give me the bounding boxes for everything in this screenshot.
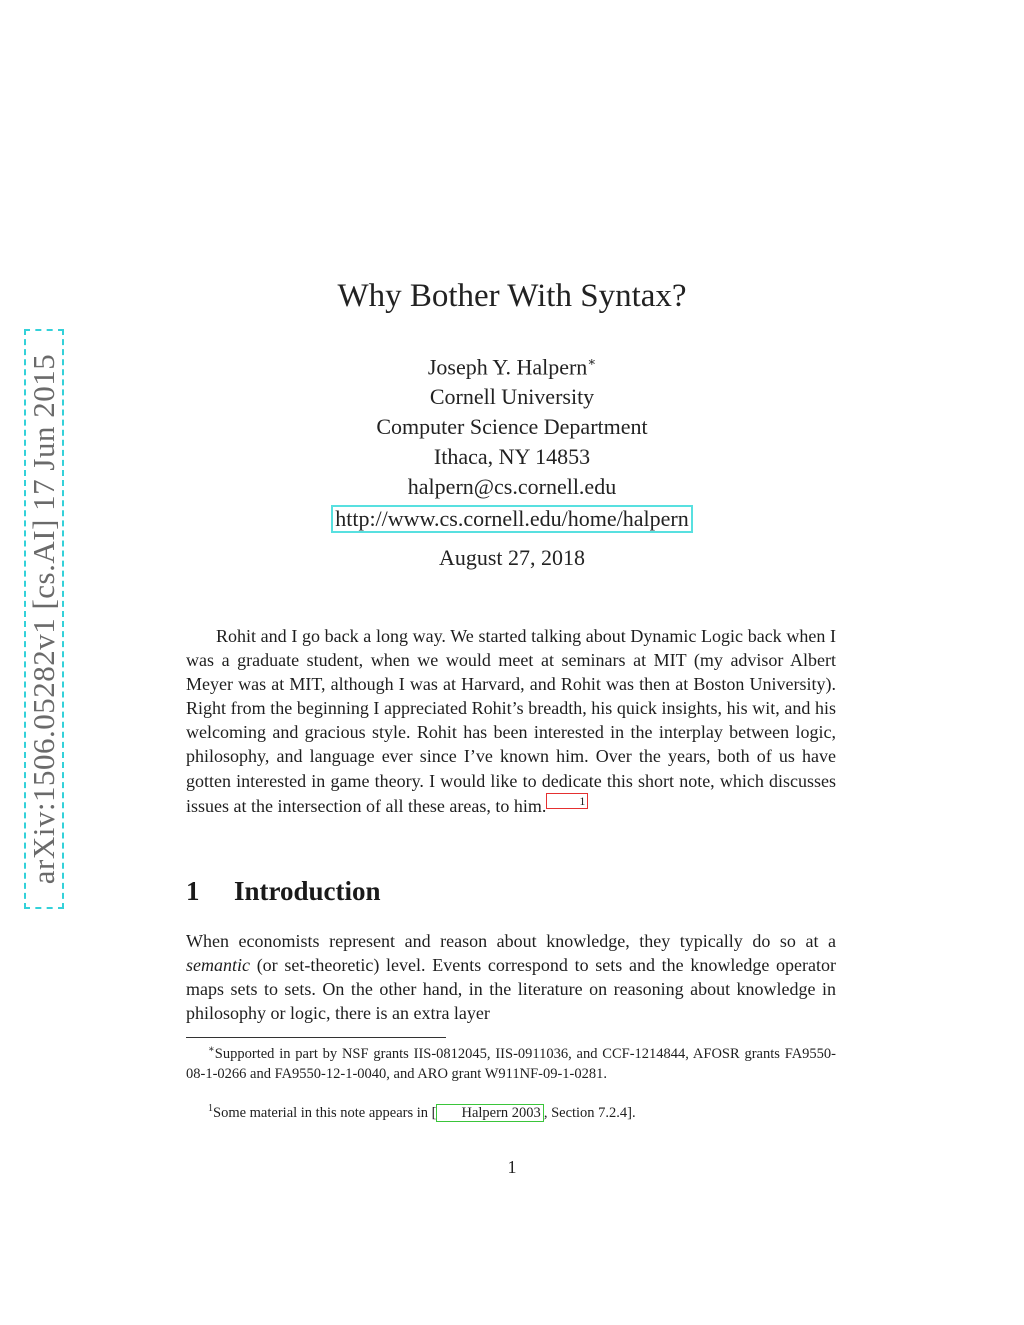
intro-text-start: When economists represent and reason about knowledge, they typically do so at a [186,931,836,951]
section-number: 1 [186,876,200,906]
affiliation-department: Computer Science Department [376,414,648,440]
page-number: 1 [507,1157,517,1177]
affiliation-university: Cornell University [429,384,595,410]
footnote-1-text-before: Some material in this note appears in [ [213,1104,437,1121]
section-heading [186,876,381,907]
author-block [0,347,1024,534]
author-name: Joseph Y. Halpern [427,354,588,380]
dedication-paragraph [186,624,836,818]
intro-text-rest: (or set-theoretic) level. Events correspond to sets and the knowledge operator maps sets to sets. On the other hand, in the literature on reasoning about knowledge in philosophy or logic, there is an extra layer [186,955,836,1024]
paper-title: Why Bother With Syntax? [337,278,687,314]
dedication-text: Rohit and I go back a long way. We started talking about Dynamic Logic back when I was a graduate student, when we would meet at seminars at MIT (my advisor Albert Meyer was at MIT, although I was at Harvard, and Rohit was then at Boston University). Right from the beginning I appreciated Rohit’s breadth, his quick insights, his wit, and his welcoming and gracious style. Rohit has been interested in the interplay between logic, philosophy, and language ever since I’ve known him. Over the years, both of us have gotten interested in game theory. I would like to dedicate this short note, which discusses issues at the intersection of all these areas, to him. [186,626,836,816]
paper-date: August 27, 2018 [438,545,586,570]
intro-emphasis: semantic [186,955,250,976]
author-homepage-link[interactable]: http://www.cs.cornell.edu/home/halpern [331,505,693,533]
footnote-1-mark: 1 [208,1103,213,1114]
arxiv-identifier-text: arXiv:1506.05282v1 [cs.AI] 17 Jun 2015 [26,353,61,885]
footnote-1 [186,1099,836,1123]
footnote-1-text-after: , Section 7.2.4]. [543,1104,636,1121]
footnote-1-reference[interactable]: 1 [546,793,588,809]
section-title: Introduction [234,876,381,906]
author-email: halpern@cs.cornell.edu [407,474,617,500]
footnote-funding-mark: ∗ [208,1044,215,1055]
author-name-line [0,347,1024,382]
author-footnote-mark: ∗ [587,354,597,369]
citation-halpern-2003-link[interactable]: Halpern 2003 [436,1104,543,1122]
footnote-funding-text: Supported in part by NSF grants IIS-0812045, IIS-0911036, and CCF-1214844, AFOSR grants FA9550-08-1-0266 and FA9550-12-1-0040, and ARO grant W911NF-09-1-0281. [186,1045,836,1082]
footnote-divider [186,1037,446,1038]
author-address: Ithaca, NY 14853 [433,444,591,470]
footnote-funding [186,1040,836,1084]
introduction-paragraph [186,929,836,1025]
